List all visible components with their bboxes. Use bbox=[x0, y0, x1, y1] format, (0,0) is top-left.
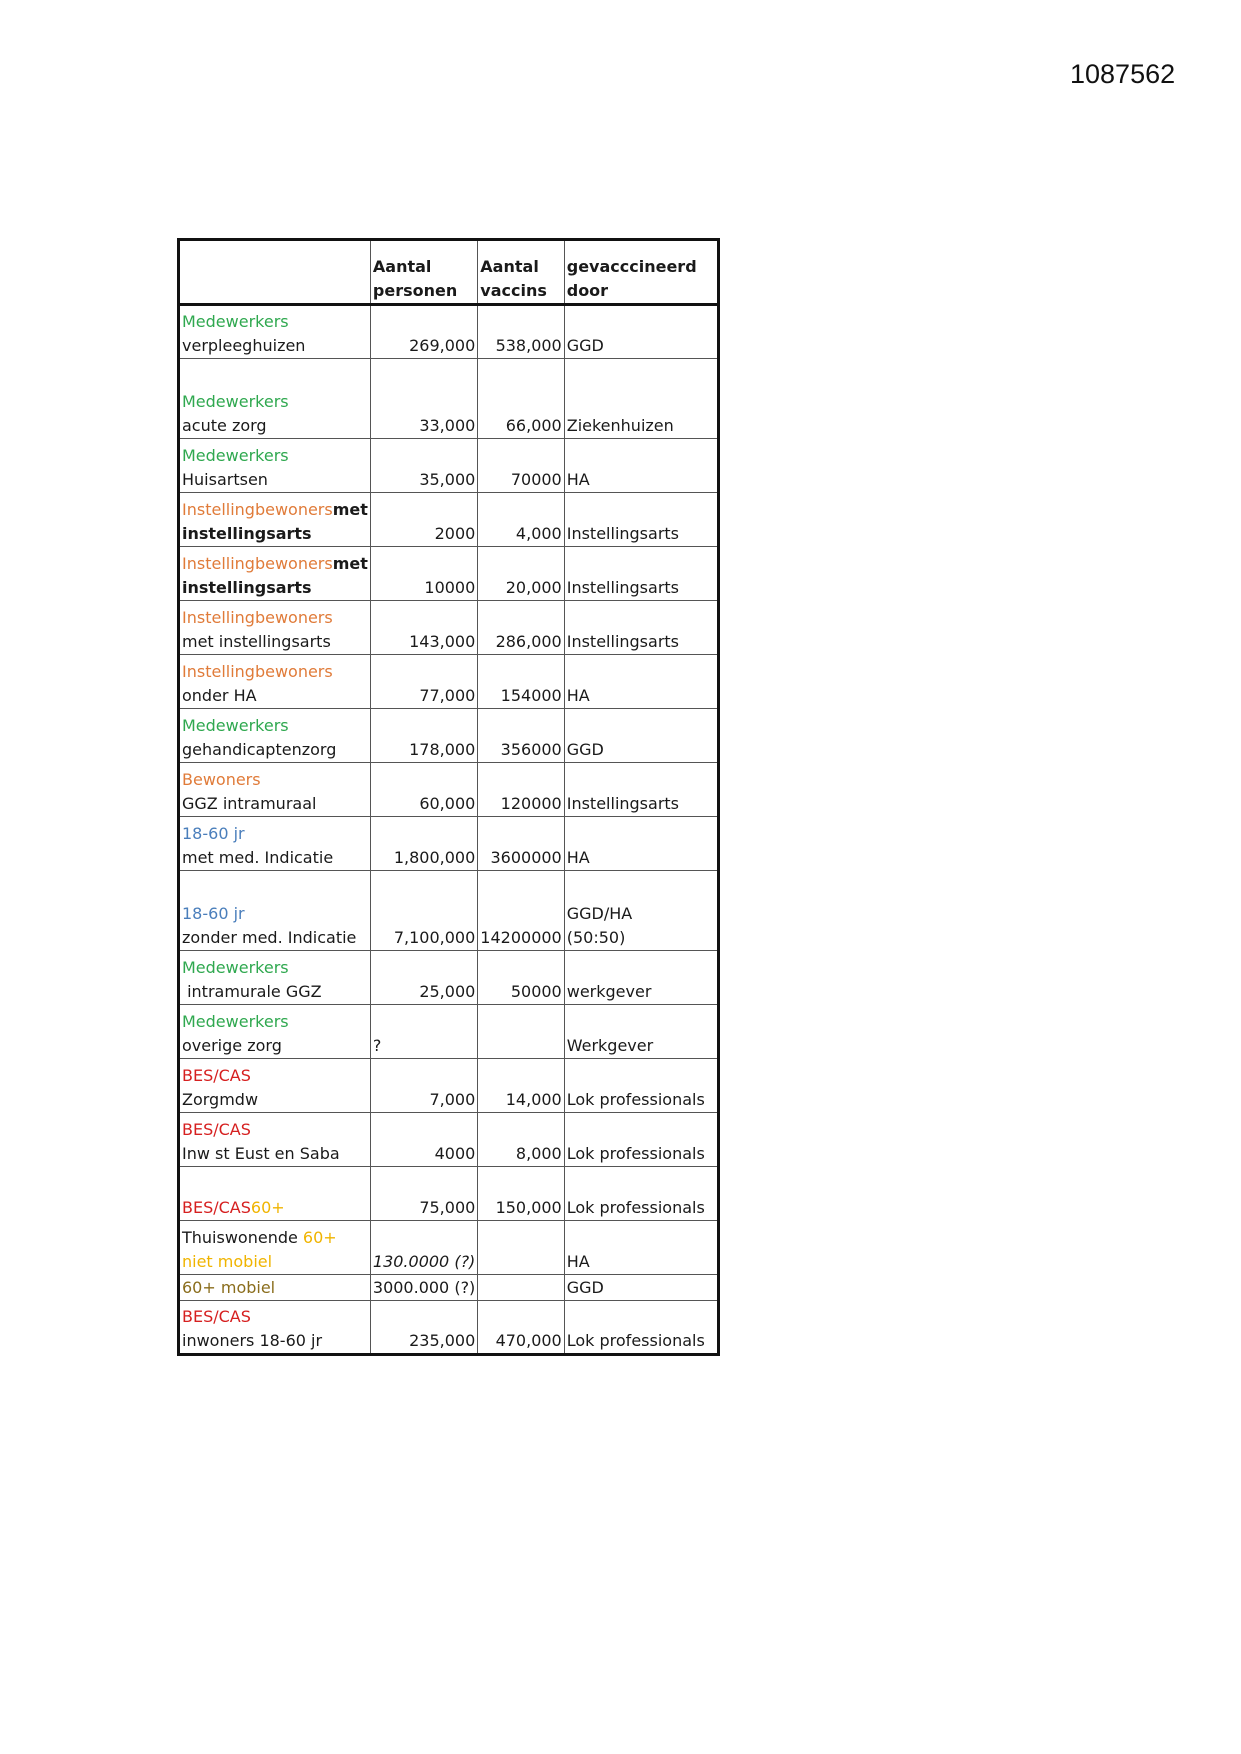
table-row bbox=[179, 655, 719, 709]
personen-cell: 4000 bbox=[370, 1113, 477, 1167]
door-cell: HA bbox=[564, 1221, 718, 1275]
group-cell: Instellingbewoners onder HA bbox=[179, 655, 371, 709]
group-cell: Medewerkers acute zorg bbox=[179, 359, 371, 439]
table-row bbox=[179, 1275, 719, 1301]
door-cell: Instellingsarts bbox=[564, 493, 718, 547]
personen-cell: ? bbox=[370, 1005, 477, 1059]
header-aantal-personen: Aantal personen bbox=[370, 240, 477, 305]
door-cell: Instellingsarts bbox=[564, 763, 718, 817]
door-cell: Instellingsarts bbox=[564, 601, 718, 655]
personen-cell: 33,000 bbox=[370, 359, 477, 439]
table-row bbox=[179, 359, 719, 439]
table-row bbox=[179, 1301, 719, 1355]
personen-cell: 130.0000 (?) bbox=[370, 1221, 477, 1275]
header-aantal-vaccins: Aantal vaccins bbox=[478, 240, 564, 305]
group-cell: Medewerkers intramurale GGZ bbox=[179, 951, 371, 1005]
table-row bbox=[179, 1113, 719, 1167]
table-row bbox=[179, 871, 719, 951]
door-cell: HA bbox=[564, 439, 718, 493]
vaccins-cell: 154000 bbox=[478, 655, 564, 709]
table-header-row bbox=[179, 240, 719, 305]
vaccins-cell: 8,000 bbox=[478, 1113, 564, 1167]
table-row bbox=[179, 439, 719, 493]
personen-cell: 3000.000 (?) bbox=[370, 1275, 477, 1301]
door-cell: GGD/HA (50:50) bbox=[564, 871, 718, 951]
group-cell: Medewerkers gehandicaptenzorg bbox=[179, 709, 371, 763]
vaccins-cell: 14,000 bbox=[478, 1059, 564, 1113]
personen-cell: 7,100,000 bbox=[370, 871, 477, 951]
vaccins-cell: 470,000 bbox=[478, 1301, 564, 1355]
group-cell: Instellingbewoners met instellingsarts bbox=[179, 601, 371, 655]
table-row bbox=[179, 763, 719, 817]
vaccins-cell: 20,000 bbox=[478, 547, 564, 601]
document-number: 1087562 bbox=[1070, 59, 1176, 89]
vaccins-cell: 70000 bbox=[478, 439, 564, 493]
personen-cell: 10000 bbox=[370, 547, 477, 601]
door-cell: GGD bbox=[564, 305, 718, 359]
vaccins-cell: 286,000 bbox=[478, 601, 564, 655]
vaccins-cell: 538,000 bbox=[478, 305, 564, 359]
group-cell: Thuiswonende 60+ niet mobiel bbox=[179, 1221, 371, 1275]
table-row bbox=[179, 601, 719, 655]
door-cell: Werkgever bbox=[564, 1005, 718, 1059]
door-cell: Lok professionals bbox=[564, 1167, 718, 1221]
group-cell: Instellingbewonersmet instellingsarts bbox=[179, 547, 371, 601]
personen-cell: 2000 bbox=[370, 493, 477, 547]
table-row bbox=[179, 817, 719, 871]
group-cell: 18-60 jr zonder med. Indicatie bbox=[179, 871, 371, 951]
header-empty-cell bbox=[179, 240, 371, 305]
personen-cell: 60,000 bbox=[370, 763, 477, 817]
table-row bbox=[179, 493, 719, 547]
vaccins-cell: 120000 bbox=[478, 763, 564, 817]
group-cell: Medewerkers verpleeghuizen bbox=[179, 305, 371, 359]
group-cell: Instellingbewonersmet instellingsarts bbox=[179, 493, 371, 547]
personen-cell: 143,000 bbox=[370, 601, 477, 655]
door-cell: Instellingsarts bbox=[564, 547, 718, 601]
vaccins-cell: 50000 bbox=[478, 951, 564, 1005]
door-cell: Lok professionals bbox=[564, 1059, 718, 1113]
table-row bbox=[179, 305, 719, 359]
group-cell: Medewerkers overige zorg bbox=[179, 1005, 371, 1059]
door-cell: Lok professionals bbox=[564, 1301, 718, 1355]
personen-cell: 1,800,000 bbox=[370, 817, 477, 871]
personen-cell: 235,000 bbox=[370, 1301, 477, 1355]
vaccins-cell: 356000 bbox=[478, 709, 564, 763]
table-row bbox=[179, 1167, 719, 1221]
vaccins-cell: 14200000 bbox=[478, 871, 564, 951]
vaccins-cell: 150,000 bbox=[478, 1167, 564, 1221]
door-cell: GGD bbox=[564, 1275, 718, 1301]
door-cell: HA bbox=[564, 655, 718, 709]
door-cell: werkgever bbox=[564, 951, 718, 1005]
vaccins-cell: 4,000 bbox=[478, 493, 564, 547]
table-row bbox=[179, 1059, 719, 1113]
vaccins-cell bbox=[478, 1275, 564, 1301]
personen-cell: 269,000 bbox=[370, 305, 477, 359]
vaccins-cell bbox=[478, 1221, 564, 1275]
door-cell: GGD bbox=[564, 709, 718, 763]
door-cell: Lok professionals bbox=[564, 1113, 718, 1167]
table-row bbox=[179, 1221, 719, 1275]
vaccins-cell: 3600000 bbox=[478, 817, 564, 871]
table-row bbox=[179, 1005, 719, 1059]
door-cell: HA bbox=[564, 817, 718, 871]
table-row bbox=[179, 547, 719, 601]
vaccination-table bbox=[177, 238, 720, 1356]
group-cell: 18-60 jr met med. Indicatie bbox=[179, 817, 371, 871]
personen-cell: 35,000 bbox=[370, 439, 477, 493]
personen-cell: 7,000 bbox=[370, 1059, 477, 1113]
header-gevaccineerd-door: gevacccineerd door bbox=[564, 240, 718, 305]
vaccins-cell bbox=[478, 1005, 564, 1059]
group-cell: Bewoners GGZ intramuraal bbox=[179, 763, 371, 817]
vaccins-cell: 66,000 bbox=[478, 359, 564, 439]
group-cell: BES/CAS inwoners 18-60 jr bbox=[179, 1301, 371, 1355]
personen-cell: 75,000 bbox=[370, 1167, 477, 1221]
table-row bbox=[179, 951, 719, 1005]
personen-cell: 25,000 bbox=[370, 951, 477, 1005]
group-cell: 60+ mobiel bbox=[179, 1275, 371, 1301]
group-cell: Medewerkers Huisartsen bbox=[179, 439, 371, 493]
group-cell: BES/CAS Zorgmdw bbox=[179, 1059, 371, 1113]
group-cell: BES/CAS Inw st Eust en Saba bbox=[179, 1113, 371, 1167]
personen-cell: 178,000 bbox=[370, 709, 477, 763]
personen-cell: 77,000 bbox=[370, 655, 477, 709]
group-cell: BES/CAS60+ bbox=[179, 1167, 371, 1221]
door-cell: Ziekenhuizen bbox=[564, 359, 718, 439]
table-row bbox=[179, 709, 719, 763]
